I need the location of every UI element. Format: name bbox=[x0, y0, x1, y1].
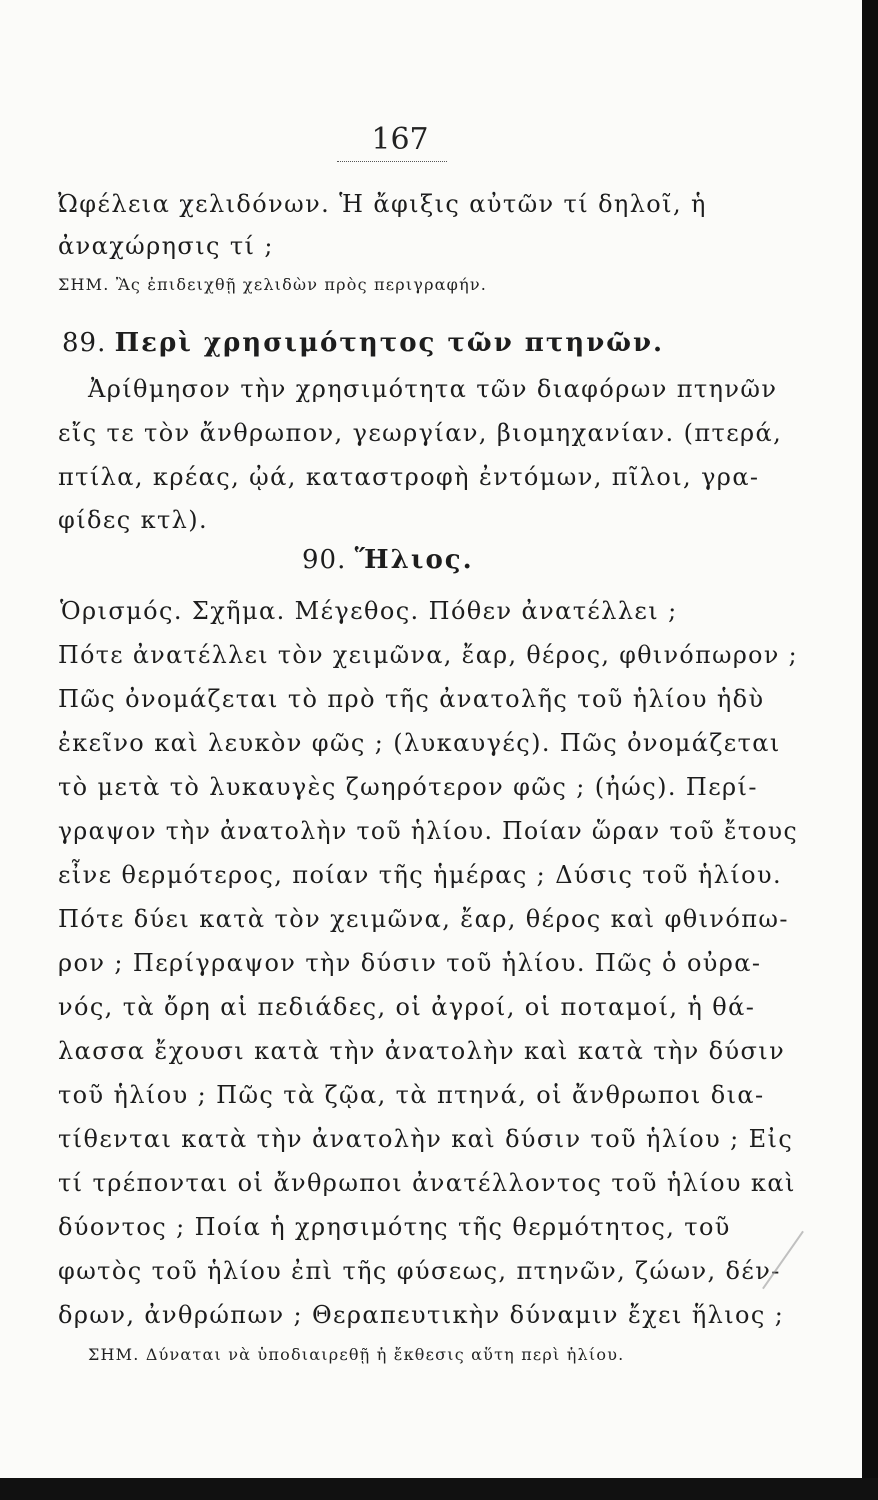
text-line: τίθενται κατὰ τὴν ἀνατολὴν καὶ δύσιν τοῦ ἡλίου ; Εἰς bbox=[58, 1125, 794, 1153]
text-line: φωτὸς τοῦ ἡλίου ἐπὶ τῆς φύσεως, πτηνῶν, ζώων, δέν- bbox=[58, 1257, 781, 1285]
text-line: Πότε ἀνατέλλει τὸν χειμῶνα, ἔαρ, θέρος, φθινόπωρον ; bbox=[58, 641, 798, 669]
text-line: Πότε δύει κατὰ τὸν χειμῶνα, ἔαρ, θέρος καὶ φθινόπω- bbox=[58, 905, 789, 933]
section-heading-89 bbox=[62, 328, 664, 358]
text-line: εἴς τε τὸν ἄνθρωπον, γεωργίαν, βιομηχανίαν. (πτερά, bbox=[58, 419, 783, 447]
text-line: δρων, ἀνθρώπων ; Θεραπευτικὴν δύναμιν ἔχει ἥλιος ; bbox=[58, 1301, 785, 1329]
note: ΣΗΜ. Δύναται νὰ ὑποδιαιρεθῇ ἡ ἔκθεσις αὕτη περὶ ἡλίου. bbox=[88, 1345, 625, 1364]
text-line: ρον ; Περίγραψον τὴν δύσιν τοῦ ἡλίου. Πῶς ὁ οὐρα- bbox=[58, 949, 762, 977]
text-line: γραψον τὴν ἀνατολὴν τοῦ ἡλίου. Ποίαν ὥραν τοῦ ἔτους bbox=[58, 817, 799, 845]
text-line: δύοντος ; Ποία ἡ χρησιμότης τῆς θερμότητος, τοῦ bbox=[58, 1213, 731, 1241]
scan-edge-bottom bbox=[0, 1478, 878, 1500]
text-line: τοῦ ἡλίου ; Πῶς τὰ ζῷα, τὰ πτηνά, οἱ ἄνθρωποι δια- bbox=[58, 1081, 765, 1109]
text-line: Πῶς ὀνομάζεται τὸ πρὸ τῆς ἀνατολῆς τοῦ ἡλίου ἡδὺ bbox=[58, 685, 765, 713]
text-line: νός, τὰ ὄρη αἱ πεδιάδες, οἱ ἀγροί, οἱ ποταμοί, ἡ θά- bbox=[58, 993, 756, 1021]
section-title: Ἥλιος. bbox=[354, 545, 474, 575]
text-line: πτίλα, κρέας, ᾠά, καταστροφὴ ἐντόμων, πῖλοι, γρα- bbox=[58, 463, 760, 491]
text-line: τὸ μετὰ τὸ λυκαυγὲς ζωηρότερον φῶς ; (ἠώς). Περί- bbox=[58, 773, 758, 801]
section-heading-90 bbox=[302, 545, 474, 575]
text-line: Ὁρισμός. Σχῆμα. Μέγεθος. Πόθεν ἀνατέλλει ; bbox=[60, 597, 678, 625]
text-line: Ἀρίθμησον τὴν χρησιμότητα τῶν διαφόρων πτηνῶν bbox=[88, 375, 778, 403]
text-line: ἐκεῖνο καὶ λευκὸν φῶς ; (λυκαυγές). Πῶς ὀνομάζεται bbox=[58, 729, 781, 757]
text-line: εἶνε θερμότερος, ποίαν τῆς ἡμέρας ; Δύσις τοῦ ἡλίου. bbox=[58, 861, 782, 889]
text-line: τί τρέπονται οἱ ἄνθρωποι ἀνατέλλοντος τοῦ ἡλίου καὶ bbox=[58, 1169, 796, 1197]
text-line: Ὠφέλεια χελιδόνων. Ἡ ἄφιξις αὐτῶν τί δηλοῖ, ἡ bbox=[58, 190, 707, 218]
note: ΣΗΜ. Ἂς ἐπιδειχθῇ χελιδὼν πρὸς περιγραφήν. bbox=[58, 275, 488, 294]
text-line: ἀναχώρησις τί ; bbox=[58, 232, 274, 260]
scan-edge-right bbox=[862, 0, 878, 1500]
page-number-rule bbox=[337, 161, 447, 162]
page-number: 167 bbox=[371, 122, 429, 157]
section-number: 90. bbox=[302, 545, 347, 575]
section-title: Περὶ χρησιμότητος τῶν πτηνῶν. bbox=[114, 328, 665, 358]
section-number: 89. bbox=[62, 328, 107, 358]
text-line: φίδες κτλ). bbox=[58, 506, 209, 534]
text-line: λασσα ἔχουσι κατὰ τὴν ἀνατολὴν καὶ κατὰ τὴν δύσιν bbox=[58, 1037, 786, 1065]
